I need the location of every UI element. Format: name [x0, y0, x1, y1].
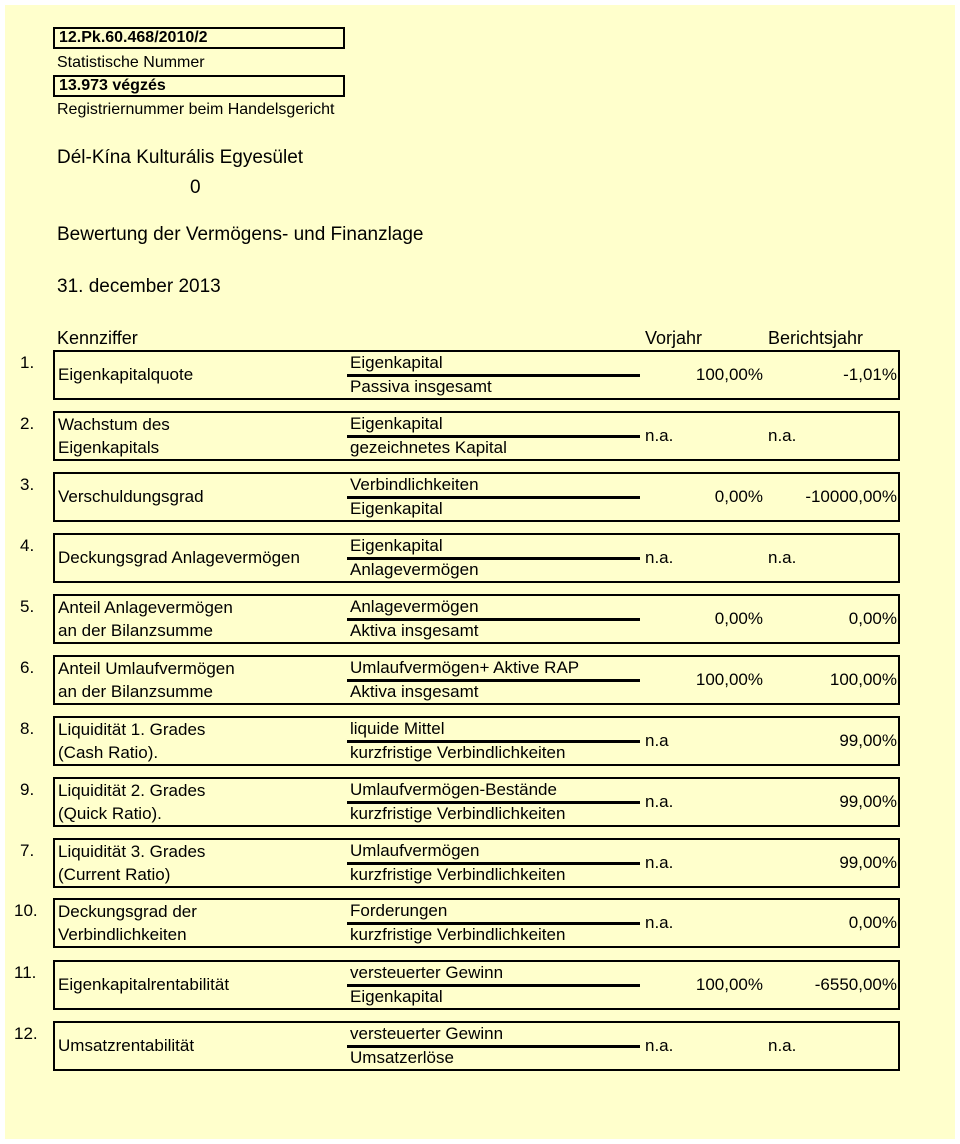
formula-denominator: kurzfristige Verbindlichkeiten [350, 743, 566, 762]
row-number: 2. [20, 414, 35, 433]
formula-numerator: Verbindlichkeiten [350, 475, 479, 494]
value-vorjahr: n.a. [645, 792, 674, 811]
ratio-name-line2: an der Bilanzsumme [58, 682, 213, 701]
ratio-name: Umsatzrentabilität [58, 1036, 195, 1055]
value-berichtsjahr: -10000,00% [805, 487, 897, 506]
row-number: 1. [20, 353, 35, 372]
formula-numerator: versteuerter Gewinn [350, 963, 504, 982]
row-number: 3. [20, 475, 35, 494]
formula-denominator: kurzfristige Verbindlichkeiten [350, 804, 566, 823]
ratio-name-line1: Liquidität 1. Grades [58, 720, 206, 739]
formula-denominator: gezeichnetes Kapital [350, 438, 507, 457]
value-berichtsjahr: 0,00% [848, 913, 897, 932]
ratio-name-line2: an der Bilanzsumme [58, 621, 213, 640]
formula-numerator: Anlagevermögen [350, 597, 479, 616]
formula-numerator: liquide Mittel [350, 719, 445, 738]
value-vorjahr: n.a. [645, 548, 674, 567]
row-number: 6. [20, 658, 35, 677]
formula-denominator: Aktiva insgesamt [350, 682, 479, 701]
ratio-name: Eigenkapitalrentabilität [58, 975, 230, 994]
value-berichtsjahr: n.a. [768, 1036, 797, 1055]
formula-denominator: Umsatzerlöse [350, 1048, 454, 1067]
report-date: 31. december 2013 [57, 276, 221, 297]
value-vorjahr: n.a. [645, 1036, 674, 1055]
formula-numerator: Eigenkapital [350, 353, 443, 372]
formula-numerator: Eigenkapital [350, 536, 443, 555]
formula-numerator: Umlaufvermögen-Bestände [350, 780, 557, 799]
value-vorjahr: n.a. [645, 913, 674, 932]
org-sub: 0 [190, 177, 201, 198]
ratio-name: Verschuldungsgrad [58, 487, 204, 506]
formula-denominator: kurzfristige Verbindlichkeiten [350, 925, 566, 944]
col-vorjahr: Vorjahr [645, 328, 703, 348]
doc-title: Bewertung der Vermögens- und Finanzlage [57, 224, 424, 245]
value-berichtsjahr: n.a. [768, 426, 797, 445]
formula-denominator: Anlagevermögen [350, 560, 479, 579]
row-number: 4. [20, 536, 35, 555]
formula-numerator: Umlaufvermögen [350, 841, 480, 860]
org-name: Dél-Kína Kulturális Egyesület [57, 147, 304, 168]
value-berichtsjahr: -1,01% [843, 365, 897, 384]
value-vorjahr: n.a. [645, 853, 674, 872]
formula-denominator: Eigenkapital [350, 987, 443, 1006]
col-berichtsjahr: Berichtsjahr [768, 328, 864, 348]
ratio-name-line1: Liquidität 2. Grades [58, 781, 206, 800]
row-number: 11. [14, 963, 37, 982]
value-berichtsjahr: 100,00% [829, 670, 897, 689]
value-berichtsjahr: n.a. [768, 548, 797, 567]
ratio-name-line2: Eigenkapitals [58, 438, 160, 457]
value-vorjahr: 100,00% [695, 975, 763, 994]
formula-numerator: Forderungen [350, 901, 448, 920]
value-vorjahr: 100,00% [695, 670, 763, 689]
ratio-name-line1: Anteil Umlaufvermögen [58, 659, 235, 678]
formula-denominator: Aktiva insgesamt [350, 621, 479, 640]
row-number: 5. [20, 597, 35, 616]
ratio-name: Eigenkapitalquote [58, 365, 194, 384]
formula-denominator: Eigenkapital [350, 499, 443, 518]
reg-number: 13.973 végzés [59, 77, 166, 94]
stat-number-box [53, 27, 345, 49]
value-berichtsjahr: 0,00% [848, 609, 897, 628]
value-vorjahr: 0,00% [714, 487, 763, 506]
formula-numerator: versteuerter Gewinn [350, 1024, 504, 1043]
formula-denominator: kurzfristige Verbindlichkeiten [350, 865, 566, 884]
reg-number-box [53, 75, 345, 97]
row-number: 10. [14, 901, 38, 920]
value-berichtsjahr: -6550,00% [814, 975, 897, 994]
ratio-name-line1: Liquidität 3. Grades [58, 842, 206, 861]
ratio-name-line2: (Cash Ratio). [58, 743, 159, 762]
row-number: 8. [20, 719, 35, 738]
row-number: 9. [20, 780, 35, 799]
ratio-name: Deckungsgrad Anlagevermögen [58, 548, 300, 567]
ratio-name-line2: (Current Ratio) [58, 865, 171, 884]
formula-numerator: Eigenkapital [350, 414, 443, 433]
ratio-name-line1: Deckungsgrad der [58, 902, 197, 921]
ratio-name-line1: Anteil Anlagevermögen [58, 598, 233, 617]
value-vorjahr: 0,00% [714, 609, 763, 628]
value-vorjahr: 100,00% [695, 365, 763, 384]
value-vorjahr: n.a [645, 731, 669, 750]
ratio-name-line1: Wachstum des [58, 415, 170, 434]
value-vorjahr: n.a. [645, 426, 674, 445]
row-number: 7. [20, 841, 35, 860]
value-berichtsjahr: 99,00% [839, 731, 897, 750]
reg-label: Registriernummer beim Handelsgericht [57, 101, 335, 118]
formula-numerator: Umlaufvermögen+ Aktive RAP [350, 658, 580, 677]
row-number: 12. [14, 1024, 38, 1043]
stat-number: 12.Pk.60.468/2010/2 [59, 29, 208, 46]
ratio-name-line2: Verbindlichkeiten [58, 925, 187, 944]
value-berichtsjahr: 99,00% [839, 853, 897, 872]
value-berichtsjahr: 99,00% [839, 792, 897, 811]
col-kennziffer: Kennziffer [57, 328, 138, 348]
stat-label: Statistische Nummer [57, 54, 205, 71]
ratio-name-line2: (Quick Ratio). [58, 804, 162, 823]
formula-denominator: Passiva insgesamt [350, 377, 492, 396]
